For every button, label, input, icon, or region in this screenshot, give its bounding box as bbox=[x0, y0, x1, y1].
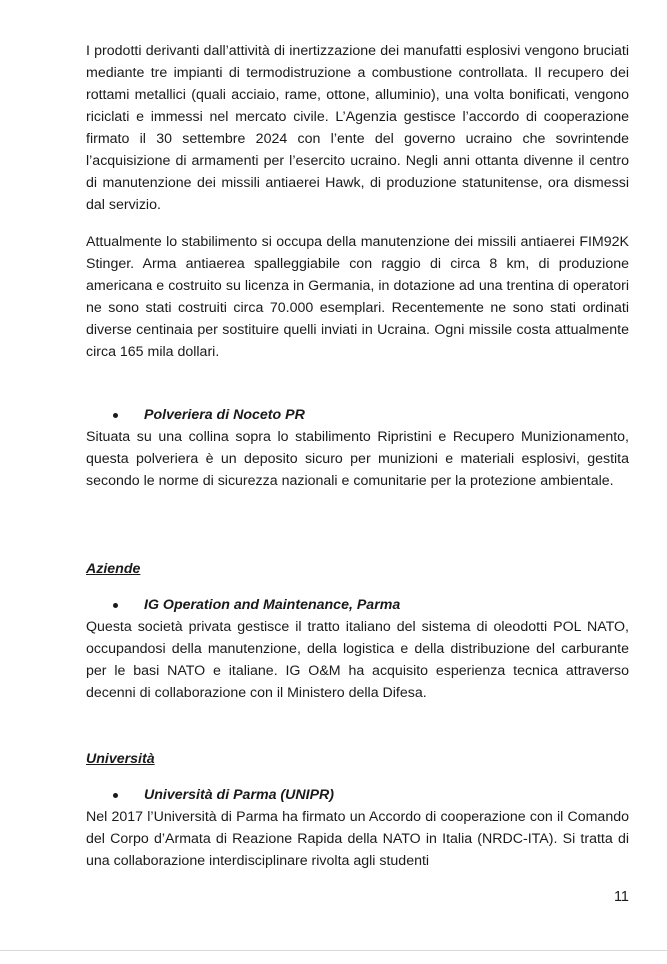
bullet-dot-icon bbox=[113, 603, 118, 608]
bullet-label: Università di Parma (UNIPR) bbox=[144, 787, 335, 803]
paragraph-ig-operation: Questa società privata gestisce il tratto italiano del sistema di oleodotti POL NATO, occupandosi della manutenzione, della logistica e della distribuzione del carburante per le basi NATO e italiane. IG O&M ha acquisito esperienza tecnica attraverso decenni di collaborazione con il Ministero della Difesa. bbox=[86, 619, 629, 701]
bullet-label: Polveriera di Noceto PR bbox=[144, 407, 305, 423]
page-number: 11 bbox=[613, 889, 629, 905]
bullet-ig-operation bbox=[116, 594, 400, 616]
bullet-polveriera bbox=[116, 404, 305, 426]
paragraph-polveriera: Situata su una collina sopra lo stabilimento Ripristini e Recupero Munizionamento, questa polveriera è un deposito sicuro per munizioni e materiali esplosivi, gestita secondo le norme di sicurezza nazionali e comunitarie per la protezione ambientale. bbox=[86, 429, 629, 489]
paragraph-inertizzazione: I prodotti derivanti dall’attività di inertizzazione dei manufatti esplosivi vengono bruciati mediante tre impianti di termodistruzione a combustione controllata. Il recupero dei rottami metallici (quali acciaio, rame, ottone, alluminio), una volta bonificati, vengono riciclati e immessi nel mercato civile. L’Agenzia gestisce l’accordo di cooperazione firmato il 30 settembre 2024 con l’ente del governo ucraino che sovrintende l’acquisizione di armamenti per l’esercito ucraino. Negli anni ottanta divenne il centro di manutenzione dei missili antiaerei Hawk, di produzione statunitense, ora dismessi dal servizio. bbox=[86, 43, 629, 213]
heading-universita: Università bbox=[86, 751, 155, 767]
paragraph-unipr: Nel 2017 l’Università di Parma ha firmato un Accordo di cooperazione con il Comando del Corpo d’Armata di Reazione Rapida della NATO in Italia (NRDC-ITA). Si tratta di una collaborazione interdisciplinare rivolta agli studenti bbox=[86, 809, 629, 869]
bullet-unipr bbox=[116, 784, 334, 806]
heading-aziende: Aziende bbox=[86, 561, 141, 577]
bullet-dot-icon bbox=[113, 413, 118, 418]
bullet-dot-icon bbox=[113, 793, 118, 798]
page-bottom-divider bbox=[0, 950, 667, 951]
paragraph-stinger: Attualmente lo stabilimento si occupa della manutenzione dei missili antiaerei FIM92K Stinger. Arma antiaerea spalleggiabile con raggio di circa 8 km, di produzione americana e costruito su licenza in Germania, in dotazione ad una trentina di operatori ne sono stati costruiti circa 70.000 esemplari. Recentemente ne sono stati ordinati diverse centinaia per sostituire quelli inviati in Ucraina. Ogni missile costa attualmente circa 165 mila dollari. bbox=[86, 234, 629, 360]
bullet-label: IG Operation and Maintenance, Parma bbox=[144, 597, 401, 613]
